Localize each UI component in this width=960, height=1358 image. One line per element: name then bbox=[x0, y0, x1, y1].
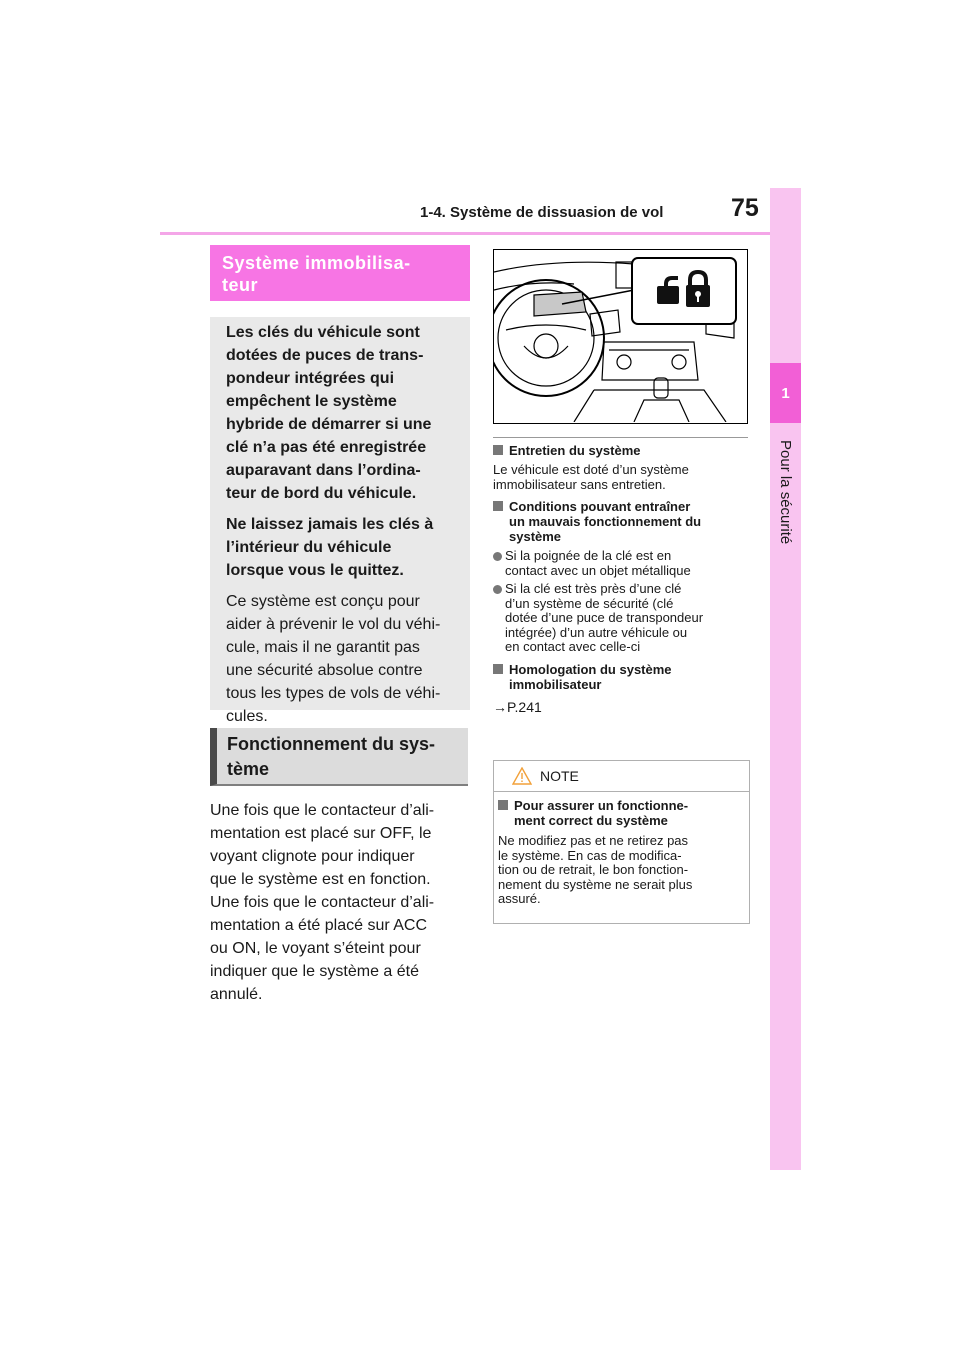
intro-box bbox=[210, 317, 470, 725]
intro-bold-paragraph bbox=[226, 321, 458, 505]
note-label: NOTE bbox=[540, 768, 579, 784]
text-line: d’un système de sécurité (clé bbox=[505, 595, 674, 611]
text-line: Une fois que le contacteur d’ali- bbox=[210, 802, 435, 819]
heading-text: Entretien du système bbox=[509, 443, 641, 458]
text-line: cules. bbox=[226, 708, 268, 725]
text-line: auparavant dans l’ordina- bbox=[226, 462, 421, 479]
text-line: assuré. bbox=[498, 891, 541, 906]
heading-line: tème bbox=[227, 759, 270, 779]
note-text bbox=[498, 834, 743, 907]
text-line: en contact avec celle-ci bbox=[505, 639, 641, 654]
heading-line: Système immobilisa- bbox=[222, 253, 411, 273]
text-line: empêchent le système bbox=[226, 393, 397, 410]
note-box bbox=[493, 760, 750, 924]
text-line: ment correct du système bbox=[514, 813, 668, 828]
list-item bbox=[493, 582, 750, 655]
text-line: mentation est placé sur OFF, le bbox=[210, 825, 432, 842]
text-line: pondeur intégrées qui bbox=[226, 370, 395, 387]
text-line: Homologation du système bbox=[509, 661, 672, 677]
conditions-heading bbox=[493, 499, 750, 544]
warning-bold-paragraph bbox=[226, 513, 458, 582]
square-bullet-icon bbox=[498, 800, 508, 810]
text-line: intégrée) d’un autre véhicule ou bbox=[505, 624, 688, 640]
text-line: lorsque vous le quittez. bbox=[226, 562, 404, 579]
maintenance-text bbox=[493, 463, 750, 492]
chapter-number-marker bbox=[770, 363, 801, 423]
text-line: Conditions pouvant entraîner bbox=[509, 499, 691, 514]
intro-normal-paragraph bbox=[226, 590, 458, 728]
text-line: que le système est en fonction. bbox=[210, 871, 431, 888]
text-line: cule, mais il ne garantit pas bbox=[226, 639, 420, 656]
heading-line: teur bbox=[222, 275, 259, 295]
square-bullet-icon bbox=[493, 445, 503, 455]
section-heading-immobilizer bbox=[210, 245, 470, 301]
section-heading-operation bbox=[210, 728, 468, 786]
round-bullet-icon bbox=[493, 585, 502, 594]
text-line: le système. En cas de modifica- bbox=[498, 847, 682, 863]
warning-triangle-icon bbox=[512, 767, 532, 785]
maintenance-section bbox=[493, 443, 750, 714]
text-line: Ne modifiez pas et ne retirez pas bbox=[498, 833, 689, 848]
note-heading bbox=[498, 798, 743, 828]
text-line: mentation a été placé sur ACC bbox=[210, 917, 428, 934]
page-reference-link[interactable]: →P.241 bbox=[493, 698, 542, 715]
page-number: 75 bbox=[731, 194, 759, 222]
chapter-side-tab bbox=[770, 188, 801, 1170]
text-line: un mauvais fonctionnement du bbox=[509, 514, 702, 529]
note-header bbox=[494, 761, 749, 792]
text-line: indiquer que le système a été bbox=[210, 963, 420, 980]
text-line: tion ou de retrait, le bon fonction- bbox=[498, 862, 689, 877]
round-bullet-icon bbox=[493, 552, 502, 561]
text-line: aider à prévenir le vol du véhi- bbox=[226, 616, 441, 633]
text-line: Les clés du véhicule sont bbox=[226, 324, 420, 341]
chapter-label: Pour la sécurité bbox=[777, 440, 794, 545]
text-line: nement du système ne serait plus bbox=[498, 876, 693, 892]
operation-paragraph bbox=[210, 799, 472, 1006]
text-line: Une fois que le contacteur d’ali- bbox=[210, 894, 435, 911]
text-line: contact avec un objet métallique bbox=[505, 562, 691, 578]
dashboard-illustration bbox=[493, 249, 748, 424]
maintenance-heading bbox=[493, 443, 750, 458]
section-header-title: 1-4. Système de dissuasion de vol bbox=[420, 204, 664, 221]
text-line: une sécurité absolue contre bbox=[226, 662, 423, 679]
chapter-number: 1 bbox=[781, 384, 790, 402]
text-line: Ne laissez jamais les clés à bbox=[226, 516, 434, 533]
text-line: teur de bord du véhicule. bbox=[226, 485, 417, 502]
list-item bbox=[493, 549, 750, 578]
heading-line: Fonctionnement du sys- bbox=[227, 734, 436, 754]
text-line: hybride de démarrer si une bbox=[226, 416, 432, 433]
text-line: Ce système est conçu pour bbox=[226, 593, 420, 610]
text-line: système bbox=[509, 529, 562, 544]
text-line: ou ON, le voyant s’éteint pour bbox=[210, 940, 421, 957]
homologation-heading bbox=[493, 662, 750, 692]
text-line: voyant clignote pour indiquer bbox=[210, 848, 415, 865]
text-line: Pour assurer un fonctionne- bbox=[514, 798, 689, 813]
text-line: Si la poignée de la clé est en bbox=[505, 548, 672, 563]
text-line: dotée d’une puce de transpondeur bbox=[505, 610, 704, 625]
header-rule bbox=[160, 232, 770, 235]
dashboard-drawing bbox=[494, 250, 746, 422]
text-line: Le véhicule est doté d’un système bbox=[493, 462, 689, 477]
square-bullet-icon bbox=[493, 664, 503, 674]
text-line: dotées de puces de trans- bbox=[226, 347, 424, 364]
text-line: immobilisateur bbox=[509, 676, 602, 692]
text-line: tous les types de vols de véhi- bbox=[226, 685, 441, 702]
text-line: l’intérieur du véhicule bbox=[226, 539, 392, 556]
text-line: Si la clé est très près d’une clé bbox=[505, 581, 682, 596]
text-line: immobilisateur sans entretien. bbox=[493, 476, 666, 492]
text-line: clé n’a pas été enregistrée bbox=[226, 439, 427, 456]
figure-rule bbox=[493, 437, 748, 438]
text-line: annulé. bbox=[210, 986, 263, 1003]
square-bullet-icon bbox=[493, 501, 503, 511]
note-body bbox=[494, 792, 749, 907]
